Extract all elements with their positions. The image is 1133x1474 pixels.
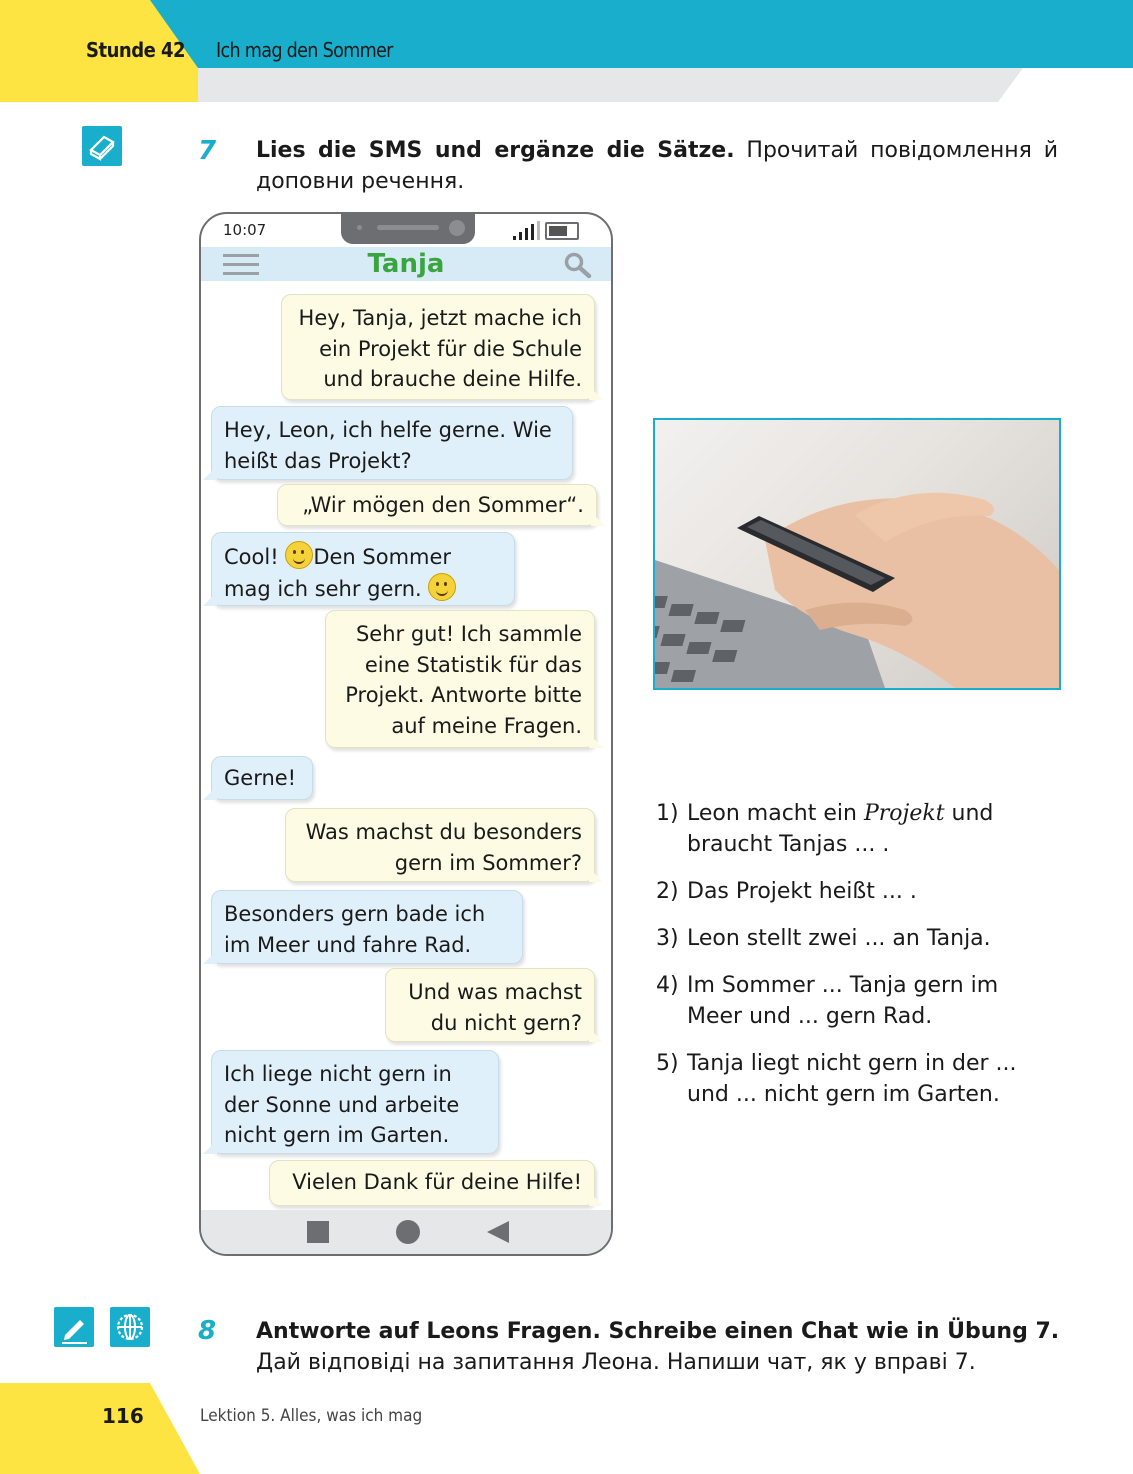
sentence-item (656, 876, 1056, 907)
sentence-text: Das Projekt heißt ... . (687, 879, 917, 904)
instruction-de: Lies die SMS und ergänze die Sätze. (256, 138, 735, 163)
sentence-number: 2) (656, 879, 679, 904)
chat-message: Gerne! (211, 756, 313, 800)
pencil-write-icon (54, 1307, 94, 1347)
back-icon[interactable] (487, 1221, 509, 1243)
search-icon[interactable] (563, 251, 593, 279)
sentence-number: 4) (656, 973, 679, 998)
exercise-8-instruction (256, 1316, 1062, 1378)
sentence-text: Tanja liegt nicht gern in der ... und ... nicht gern im Garten. (687, 1051, 1017, 1107)
chat-message: Vielen Dank für deine Hilfe! (269, 1160, 595, 1206)
chat-message-part: Cool! (224, 545, 279, 569)
sentence-text: Leon macht ein (687, 801, 857, 826)
sentence-text: Leon stellt zwei ... an Tanja. (687, 926, 991, 951)
lesson-number: Stunde 42 (86, 38, 186, 62)
phone-mockup (199, 212, 613, 1256)
sentence-number: 1) (656, 801, 679, 826)
globe-online-icon (110, 1307, 150, 1347)
sentence-item (656, 798, 1056, 860)
sentence-number: 5) (656, 1051, 679, 1076)
phone-notch (341, 212, 475, 244)
chat-message: „Wir mögen den Sommer“. (277, 484, 597, 526)
sentence-item (656, 970, 1056, 1032)
battery-icon (545, 222, 579, 240)
chat-message-part: Den Sommer mag ich sehr gern. (224, 545, 452, 601)
header-subbar (198, 68, 1133, 102)
exercise-8-number: 8 (198, 1316, 217, 1346)
recent-apps-icon[interactable] (307, 1221, 329, 1243)
sentence-item (656, 923, 1056, 954)
chat-header (201, 247, 611, 281)
winking-face-icon (285, 541, 313, 569)
lesson-title: Ich mag den Sommer (216, 38, 393, 62)
sentence-italic: Projekt (863, 801, 945, 826)
sentence-list (656, 798, 1056, 1126)
signal-icon (511, 220, 545, 242)
status-time: 10:07 (223, 221, 267, 239)
chat-message: Ich liege nicht gern in der Sonne und arbeite nicht gern im Garten. (211, 1050, 499, 1154)
chat-message: Hey, Tanja, jetzt mache ich ein Projekt für die Schule und brauche deine Hilfe. (281, 294, 595, 400)
home-icon[interactable] (396, 1220, 420, 1244)
contact-name: Tanja (367, 249, 445, 279)
smiling-face-icon (428, 573, 456, 601)
instruction-de: Antworte auf Leons Fragen. Schreibe einen Chat wie in Übung 7. (256, 1319, 1060, 1344)
sentence-number: 3) (656, 926, 679, 951)
page-number: 116 (102, 1404, 144, 1428)
exercise-7-number: 7 (198, 136, 217, 166)
chat-message: Hey, Leon, ich helfe gerne. Wie heißt das Projekt? (211, 406, 573, 480)
footer-text: Lektion 5. Alles, was ich mag (200, 1406, 423, 1426)
read-book-icon (82, 126, 122, 166)
chat-message: Sehr gut! Ich sammle eine Statistik für das Projekt. Antworte bitte auf meine Fragen. (325, 610, 595, 748)
instruction-uk: Прочитай повідомлення й доповни речення. (256, 138, 1058, 194)
sentence-item (656, 1048, 1056, 1110)
chat-message (211, 532, 515, 606)
photo-hands-smartphone (653, 418, 1061, 690)
chat-message: Besonders gern bade ich im Meer und fahre Rad. (211, 890, 523, 964)
footer-tab (0, 1383, 200, 1474)
sentence-text: Im Sommer ... Tanja gern im Meer und ... gern Rad. (687, 973, 999, 1029)
exercise-7-instruction (256, 135, 1058, 197)
chat-message: Und was machst du nicht gern? (385, 968, 595, 1042)
phone-nav-bar (201, 1210, 611, 1254)
chat-message: Was machst du besonders gern im Sommer? (285, 808, 595, 882)
sentence-text: und braucht Tanjas ... . (687, 801, 994, 857)
instruction-uk: Дай відповіді на запитання Леона. Напиши чат, як у вправі 7. (256, 1350, 976, 1375)
